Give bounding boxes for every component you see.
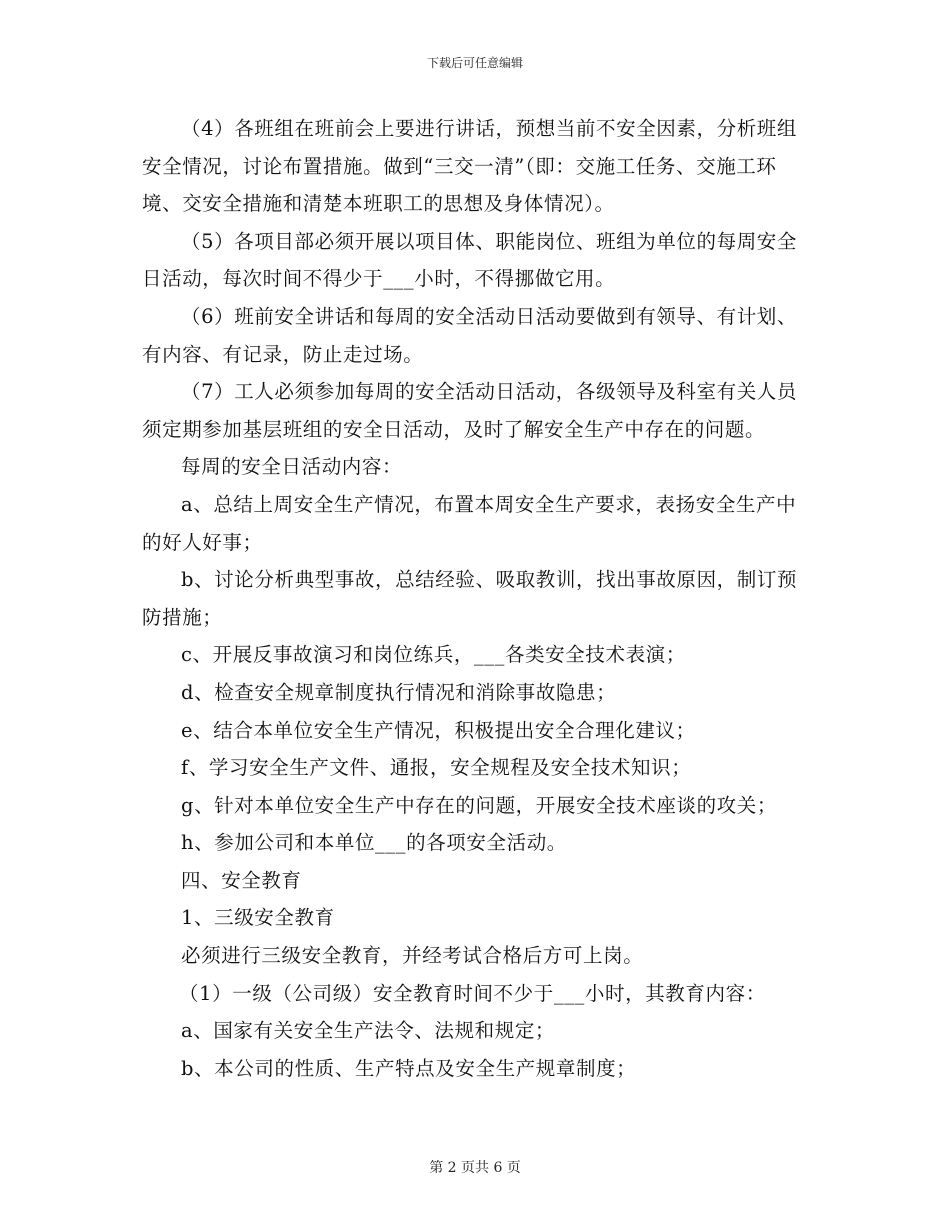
paragraph: 必须进行三级安全教育，并经考试合格后方可上岗。 bbox=[181, 944, 644, 968]
paragraph: f、学习安全生产文件、通报，安全规程及安全技术知识； bbox=[181, 756, 692, 780]
paragraph: 四、安全教育 bbox=[181, 868, 302, 892]
document-body bbox=[142, 110, 810, 1087]
paragraph: 每周的安全日活动内容： bbox=[181, 455, 403, 479]
paragraph: （4）各班组在班前会上要进行讲话，预想当前不安全因素，分析班组安全情况，讨论布置措施。做到“三交一清”（即：交施工任务、交施工环境、交安全措施和清楚本班职工的思想及身体情况）。 bbox=[142, 117, 798, 216]
paragraph: c、开展反事故演习和岗位练兵，___各类安全技术表演； bbox=[181, 643, 686, 667]
paragraph: （7）工人必须参加每周的安全活动日活动，各级领导及科室有关人员须定期参加基层班组的安全日活动，及时了解安全生产中存在的问题。 bbox=[142, 380, 798, 441]
paragraph: （1）一级（公司级）安全教育时间不少于___小时，其教育内容： bbox=[179, 981, 766, 1005]
paragraph: b、本公司的性质、生产特点及安全生产规章制度； bbox=[181, 1056, 637, 1080]
paragraph: a、总结上周安全生产情况，布置本周安全生产要求，表扬安全生产中的好人好事； bbox=[142, 492, 797, 554]
paragraph: e、结合本单位安全生产情况，积极提出安全合理化建议； bbox=[181, 718, 696, 742]
page-footer: 第 2 页共 6 页 bbox=[429, 1160, 521, 1176]
paragraph: h、参加公司和本单位___的各项安全活动。 bbox=[181, 831, 567, 855]
paragraph: a、国家有关安全生产法令、法规和规定； bbox=[181, 1019, 556, 1043]
paragraph: g、针对本单位安全生产中存在的问题，开展安全技术座谈的攻关； bbox=[181, 793, 777, 817]
paragraph: b、讨论分析典型事故，总结经验、吸取教训，找出事故原因，制订预防措施； bbox=[142, 568, 798, 629]
paragraph: 1、三级安全教育 bbox=[181, 906, 335, 930]
paragraph: （6）班前安全讲话和每周的安全活动日活动要做到有领导、有计划、有内容、有记录，防止走过场。 bbox=[142, 304, 798, 366]
page-header: 下载后可任意编辑 bbox=[426, 56, 523, 70]
paragraph: （5）各项目部必须开展以项目体、职能岗位、班组为单位的每周安全日活动，每次时间不得少于___小时，不得挪做它用。 bbox=[142, 229, 798, 291]
paragraph: d、检查安全规章制度执行情况和消除事故隐患； bbox=[181, 680, 617, 704]
